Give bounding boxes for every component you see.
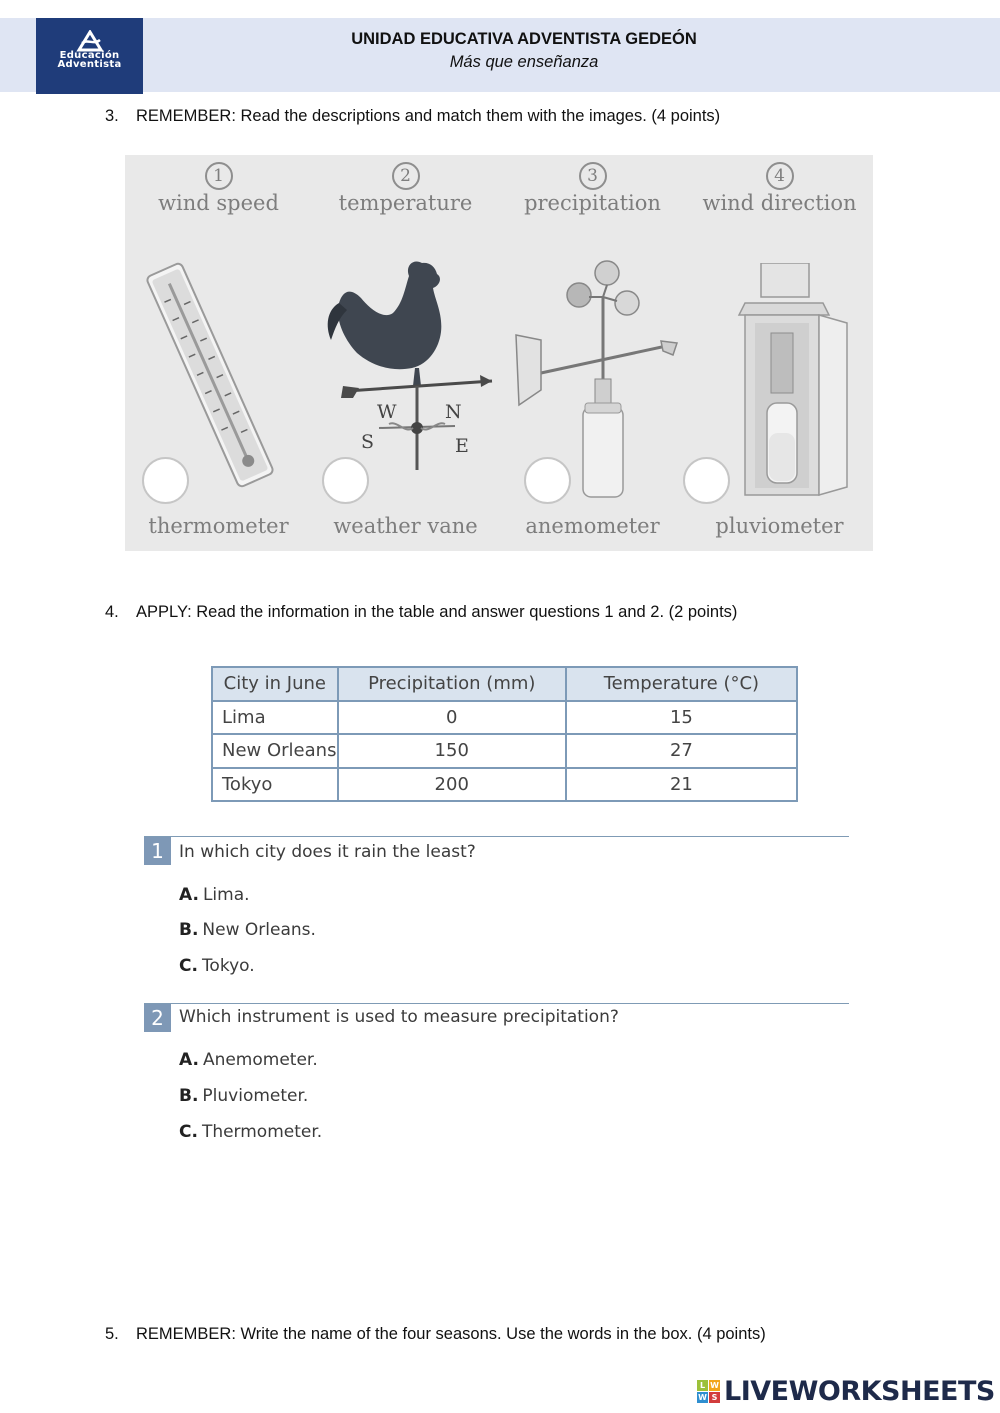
option-text: New Orleans. bbox=[202, 920, 316, 940]
mc-1-option-c[interactable] bbox=[179, 956, 255, 976]
mc-2-number: 2 bbox=[144, 1004, 171, 1032]
option-text: Anemometer. bbox=[202, 1050, 318, 1070]
mc-1-divider bbox=[144, 836, 849, 837]
question-5-heading bbox=[105, 1325, 766, 1344]
mc-2-option-c[interactable] bbox=[179, 1122, 322, 1142]
weather-vane-image bbox=[317, 248, 502, 478]
table-cell: 21 bbox=[566, 768, 797, 802]
compass-letter-s: S bbox=[361, 431, 375, 453]
mc-1-option-b[interactable] bbox=[179, 920, 316, 940]
table-header-cell: Temperature (°C) bbox=[566, 667, 797, 701]
mc-2-question: Which instrument is used to measure precipitation? bbox=[179, 1007, 619, 1027]
table-row bbox=[212, 734, 797, 768]
mc-1-option-a[interactable] bbox=[179, 885, 250, 905]
table-row bbox=[212, 701, 797, 735]
logo-text-line1: Educación bbox=[59, 50, 120, 61]
instrument-label-weather-vane: weather vane bbox=[333, 514, 478, 538]
instrument-label-thermometer: thermometer bbox=[148, 514, 289, 538]
description-4: wind direction bbox=[702, 191, 857, 215]
question-4-text: APPLY: Read the information in the table and answer questions 1 and 2. (2 points) bbox=[136, 603, 738, 621]
logo-letter: S bbox=[709, 1392, 720, 1403]
match-cell-4 bbox=[686, 155, 873, 551]
table-cell: 200 bbox=[338, 768, 566, 802]
compass-letter-w: W bbox=[377, 401, 397, 423]
description-number-4: 4 bbox=[766, 162, 794, 190]
answer-circle-weather-vane[interactable] bbox=[322, 457, 369, 504]
option-text: Thermometer. bbox=[201, 1122, 323, 1142]
match-cell-3 bbox=[499, 155, 686, 551]
match-cell-1 bbox=[125, 155, 312, 551]
mc-1-number: 1 bbox=[144, 837, 171, 865]
table-header-cell: Precipitation (mm) bbox=[338, 667, 566, 701]
instrument-matching-panel bbox=[125, 155, 873, 551]
description-number-1: 1 bbox=[205, 162, 233, 190]
instrument-label-anemometer: anemometer bbox=[525, 514, 660, 538]
liveworksheets-wordmark: LIVEWORKSHEETS bbox=[724, 1376, 995, 1407]
compass-letter-n: N bbox=[445, 401, 462, 423]
option-letter: C. bbox=[179, 956, 198, 976]
logo-letter: L bbox=[697, 1380, 708, 1391]
table-cell: Tokyo bbox=[212, 768, 338, 802]
table-cell: New Orleans bbox=[212, 734, 338, 768]
question-3-number: 3. bbox=[105, 107, 119, 125]
option-letter: A. bbox=[179, 885, 199, 905]
question-4-heading bbox=[105, 603, 737, 622]
liveworksheets-logo-icon bbox=[697, 1380, 721, 1404]
answer-circle-anemometer[interactable] bbox=[524, 457, 571, 504]
question-3-text: REMEMBER: Read the descriptions and match them with the images. (4 points) bbox=[136, 107, 721, 125]
option-letter: B. bbox=[179, 920, 199, 940]
question-4-number: 4. bbox=[105, 603, 119, 621]
logo-letter: W bbox=[698, 1393, 707, 1402]
question-5-text: REMEMBER: Write the name of the four seasons. Use the words in the box. (4 points) bbox=[136, 1325, 766, 1343]
instrument-label-pluviometer: pluviometer bbox=[715, 514, 844, 538]
table-row bbox=[212, 768, 797, 802]
option-letter: C. bbox=[179, 1122, 198, 1142]
school-name: UNIDAD EDUCATIVA ADVENTISTA GEDEÓN bbox=[351, 30, 697, 48]
option-letter: B. bbox=[179, 1086, 199, 1106]
mc-2-divider bbox=[144, 1003, 849, 1004]
description-3: precipitation bbox=[524, 191, 661, 215]
description-number-2: 2 bbox=[392, 162, 420, 190]
logo-text-line2: Adventista bbox=[57, 59, 122, 70]
option-text: Pluviometer. bbox=[202, 1086, 309, 1106]
description-1: wind speed bbox=[158, 191, 279, 215]
table-cell: 15 bbox=[566, 701, 797, 735]
table-header-row bbox=[212, 667, 797, 701]
table-cell: 27 bbox=[566, 734, 797, 768]
answer-circle-thermometer[interactable] bbox=[142, 457, 189, 504]
option-letter: A. bbox=[179, 1050, 199, 1070]
match-cell-2 bbox=[312, 155, 499, 551]
school-motto: Más que enseñanza bbox=[449, 53, 599, 71]
option-text: Lima. bbox=[202, 885, 250, 905]
answer-circle-pluviometer[interactable] bbox=[683, 457, 730, 504]
compass-letter-e: E bbox=[455, 435, 469, 457]
table-cell: 0 bbox=[338, 701, 566, 735]
table-cell: 150 bbox=[338, 734, 566, 768]
city-climate-table bbox=[211, 666, 798, 802]
logo-letter: W bbox=[710, 1381, 719, 1390]
question-5-number: 5. bbox=[105, 1325, 119, 1343]
table-header-cell: City in June bbox=[212, 667, 338, 701]
mc-2-option-b[interactable] bbox=[179, 1086, 308, 1106]
question-3-heading bbox=[105, 107, 720, 126]
pluviometer-image bbox=[711, 263, 861, 503]
option-text: Tokyo. bbox=[201, 956, 255, 976]
description-number-3: 3 bbox=[579, 162, 607, 190]
page-header bbox=[0, 18, 1000, 92]
mc-2-option-a[interactable] bbox=[179, 1050, 318, 1070]
table-cell: Lima bbox=[212, 701, 338, 735]
description-2: temperature bbox=[338, 191, 473, 215]
mc-1-question: In which city does it rain the least? bbox=[179, 842, 476, 862]
